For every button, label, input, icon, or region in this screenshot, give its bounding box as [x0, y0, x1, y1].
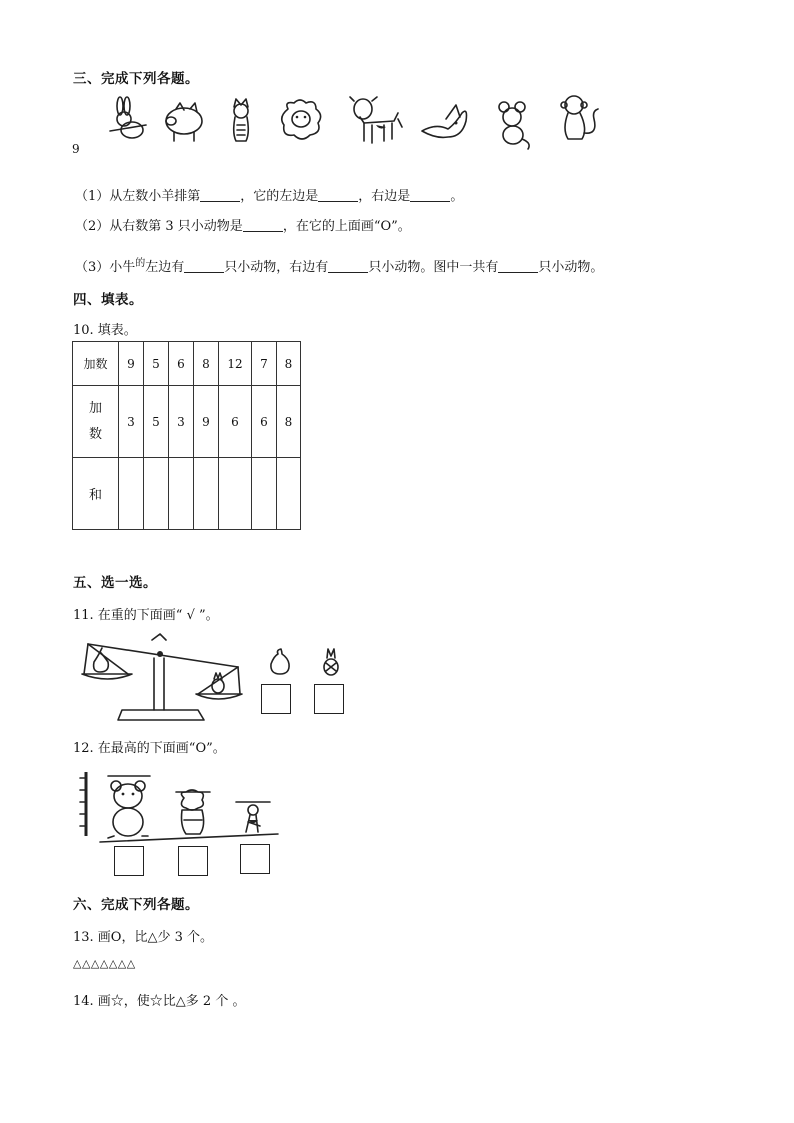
section3-heading: 三、完成下列各题。	[73, 71, 199, 87]
table-cell: 6	[219, 386, 252, 458]
answer-blank[interactable]	[410, 188, 450, 202]
answer-blank[interactable]	[200, 188, 240, 202]
question-10: 10. 填表。	[73, 323, 137, 338]
answer-blank[interactable]	[498, 259, 538, 273]
answer-cell[interactable]	[219, 458, 252, 530]
table-cell: 3	[119, 386, 144, 458]
row-label: 加数	[73, 342, 119, 386]
table-cell: 8	[277, 386, 301, 458]
bear-icon	[108, 781, 148, 838]
answer-blank[interactable]	[328, 259, 368, 273]
answer-cell[interactable]	[169, 458, 194, 530]
answer-box-pear[interactable]	[261, 684, 291, 714]
row-label: 加 数	[73, 386, 119, 458]
answer-blank[interactable]	[318, 188, 358, 202]
question-14: 14. 画☆，使☆比△多 2 个 。	[73, 994, 246, 1009]
section4-heading: 四、填表。	[73, 292, 143, 308]
table-cell: 6	[169, 342, 194, 386]
sheep-icon	[282, 100, 321, 139]
pear-icon	[268, 648, 292, 676]
table-cell: 7	[252, 342, 277, 386]
rabbit-icon	[110, 97, 146, 138]
question-9-1: （1）从左数小羊排第 ，它的左边是 ，右边是 。	[75, 189, 464, 204]
cow-icon	[350, 97, 402, 143]
question-12: 12. 在最高的下面画“O”。	[73, 741, 226, 756]
table-cell: 9	[194, 386, 219, 458]
table-row	[73, 342, 301, 386]
answer-blank[interactable]	[243, 218, 283, 232]
row-label: 和	[73, 458, 119, 530]
table-cell: 5	[144, 386, 169, 458]
section5-heading: 五、选一选。	[73, 575, 157, 591]
table-row	[73, 458, 301, 530]
bird-icon	[422, 105, 467, 137]
answer-box-monkey[interactable]	[240, 844, 270, 874]
table-cell: 12	[219, 342, 252, 386]
height-comparison-icon	[78, 770, 288, 845]
answer-box-pineapple[interactable]	[314, 684, 344, 714]
answer-box-sheep[interactable]	[178, 846, 208, 876]
answer-cell[interactable]	[252, 458, 277, 530]
addition-table	[72, 341, 301, 530]
question-13: 13. 画O，比△少 3 个。	[73, 930, 213, 945]
answer-blank[interactable]	[184, 259, 224, 273]
answer-cell[interactable]	[144, 458, 169, 530]
question-9-2: （2）从右数第 3 只小动物是 ，在它的上面画“O”。	[75, 219, 411, 234]
question-9-3: （3）小牛$^的$左边有 只小动物，右边有 只小动物。图中一共有 只小动物。	[75, 258, 604, 275]
table-cell: 3	[169, 386, 194, 458]
triangle-row: △△△△△△△	[73, 957, 136, 970]
table-cell: 6	[252, 386, 277, 458]
question-number: 9	[72, 142, 80, 156]
monkey-icon	[246, 805, 260, 832]
section6-heading: 六、完成下列各题。	[73, 897, 199, 913]
animal-row	[100, 95, 610, 153]
table-row	[73, 386, 301, 458]
table-cell: 8	[277, 342, 301, 386]
monkey-icon	[561, 96, 598, 139]
answer-cell[interactable]	[194, 458, 219, 530]
answer-box-bear[interactable]	[114, 846, 144, 876]
pig-icon	[166, 103, 202, 141]
answer-cell[interactable]	[119, 458, 144, 530]
table-cell: 5	[144, 342, 169, 386]
sheep-icon	[181, 790, 203, 834]
table-cell: 9	[119, 342, 144, 386]
pineapple-icon	[320, 648, 342, 676]
balance-scale-icon	[78, 632, 248, 727]
question-11: 11. 在重的下面画“ √ ”。	[73, 608, 219, 623]
mouse-icon	[499, 102, 529, 149]
table-cell: 8	[194, 342, 219, 386]
cat-icon	[234, 99, 249, 141]
answer-cell[interactable]	[277, 458, 301, 530]
